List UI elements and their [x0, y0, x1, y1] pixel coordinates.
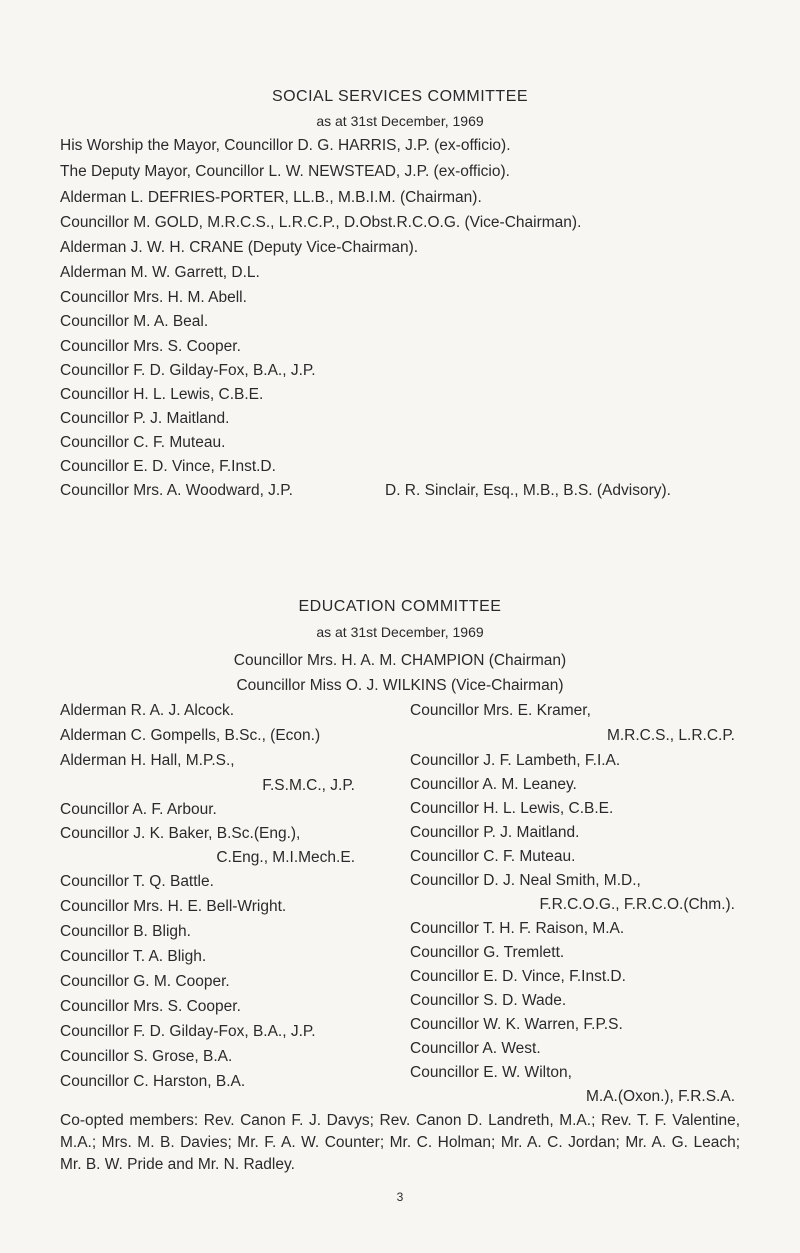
education-chairman: Councillor Mrs. H. A. M. CHAMPION (Chairman): [233, 652, 567, 669]
education-vice-chairman: Councillor Miss O. J. WILKINS (Vice-Chairman): [236, 677, 564, 694]
social-services-date: as at 31st December, 1969: [316, 113, 484, 129]
education-left-member: Councillor B. Bligh.: [60, 923, 191, 940]
social-member: The Deputy Mayor, Councillor L. W. NEWSTEAD, J.P. (ex-officio).: [60, 163, 510, 180]
education-right-member-cont: M.A.(Oxon.), F.R.S.A.: [586, 1088, 735, 1105]
education-right-member: Councillor T. H. F. Raison, M.A.: [410, 920, 625, 937]
education-left-member: Councillor C. Harston, B.A.: [60, 1073, 246, 1090]
education-left-member: Councillor Mrs. S. Cooper.: [60, 998, 241, 1015]
social-member: Councillor M. A. Beal.: [60, 313, 209, 330]
education-title: EDUCATION COMMITTEE: [298, 598, 502, 615]
social-member: Councillor P. J. Maitland.: [60, 410, 230, 427]
education-left-member: Councillor J. K. Baker, B.Sc.(Eng.),: [60, 825, 301, 842]
education-right-member: Councillor A. M. Leaney.: [410, 776, 577, 793]
social-member: Councillor Mrs. S. Cooper.: [60, 338, 241, 355]
social-member: Councillor C. F. Muteau.: [60, 434, 226, 451]
education-right-member-cont: F.R.C.O.G., F.R.C.O.(Chm.).: [539, 896, 735, 913]
education-left-member: Alderman H. Hall, M.P.S.,: [60, 752, 235, 769]
social-member: Councillor Mrs. H. M. Abell.: [60, 289, 247, 306]
education-right-member: Councillor J. F. Lambeth, F.I.A.: [410, 752, 621, 769]
social-member: Councillor H. L. Lewis, C.B.E.: [60, 386, 264, 403]
social-member: Councillor E. D. Vince, F.Inst.D.: [60, 458, 276, 475]
education-right-member: Councillor P. J. Maitland.: [410, 824, 580, 841]
social-member: Councillor F. D. Gilday-Fox, B.A., J.P.: [60, 362, 316, 379]
education-right-member: Councillor W. K. Warren, F.P.S.: [410, 1016, 623, 1033]
education-left-member: Councillor S. Grose, B.A.: [60, 1048, 233, 1065]
education-left-member: Councillor Mrs. H. E. Bell-Wright.: [60, 898, 287, 915]
education-right-member: Councillor S. D. Wade.: [410, 992, 567, 1009]
social-advisory: D. R. Sinclair, Esq., M.B., B.S. (Advisory).: [385, 482, 671, 499]
education-right-member: Councillor G. Tremlett.: [410, 944, 565, 961]
education-left-member: Councillor G. M. Cooper.: [60, 973, 230, 990]
education-right-member: Councillor E. W. Wilton,: [410, 1064, 572, 1081]
education-left-member: Alderman C. Gompells, B.Sc., (Econ.): [60, 727, 321, 744]
social-member: Councillor Mrs. A. Woodward, J.P.: [60, 482, 293, 499]
education-left-member: Councillor T. Q. Battle.: [60, 873, 214, 890]
social-member: Alderman L. DEFRIES-PORTER, LL.B., M.B.I.M. (Chairman).: [60, 189, 482, 206]
education-left-member-cont: C.Eng., M.I.Mech.E.: [216, 849, 355, 866]
education-left-member: Councillor T. A. Bligh.: [60, 948, 207, 965]
education-left-member-cont: F.S.M.C., J.P.: [262, 777, 355, 794]
education-right-member: Councillor E. D. Vince, F.Inst.D.: [410, 968, 626, 985]
social-member: Councillor M. GOLD, M.R.C.S., L.R.C.P., D.Obst.R.C.O.G. (Vice-Chairman).: [60, 214, 582, 231]
education-right-member: Councillor A. West.: [410, 1040, 541, 1057]
social-member: Alderman M. W. Garrett, D.L.: [60, 264, 260, 281]
education-right-member: Councillor C. F. Muteau.: [410, 848, 576, 865]
education-date: as at 31st December, 1969: [316, 624, 484, 640]
social-member: Alderman J. W. H. CRANE (Deputy Vice-Chairman).: [60, 239, 419, 256]
coopted-members-paragraph: Co-opted members: Rev. Canon F. J. Davys; Rev. Canon D. Landreth, M.A.; Rev. T. F. Valentine, M.A.; Mrs. M. B. Davies; Mr. F. A. W. Counter; Mr. C. Holman; Mr. A. C. Jordan; Mr. A. G. Leach; Mr. B. W. Pride and Mr. N. Radley.: [60, 1112, 740, 1173]
education-right-member: Councillor Mrs. E. Kramer,: [410, 702, 591, 719]
education-left-member: Councillor F. D. Gilday-Fox, B.A., J.P.: [60, 1023, 316, 1040]
social-services-title: SOCIAL SERVICES COMMITTEE: [271, 88, 529, 105]
social-member: His Worship the Mayor, Councillor D. G. HARRIS, J.P. (ex-officio).: [60, 137, 511, 154]
education-right-member-cont: M.R.C.S., L.R.C.P.: [606, 727, 735, 744]
education-right-member: Councillor D. J. Neal Smith, M.D.,: [410, 872, 641, 889]
education-left-member: Alderman R. A. J. Alcock.: [60, 702, 235, 719]
education-left-member: Councillor A. F. Arbour.: [60, 801, 217, 818]
education-right-member: Councillor H. L. Lewis, C.B.E.: [410, 800, 614, 817]
page-number: 3: [396, 1190, 404, 1204]
